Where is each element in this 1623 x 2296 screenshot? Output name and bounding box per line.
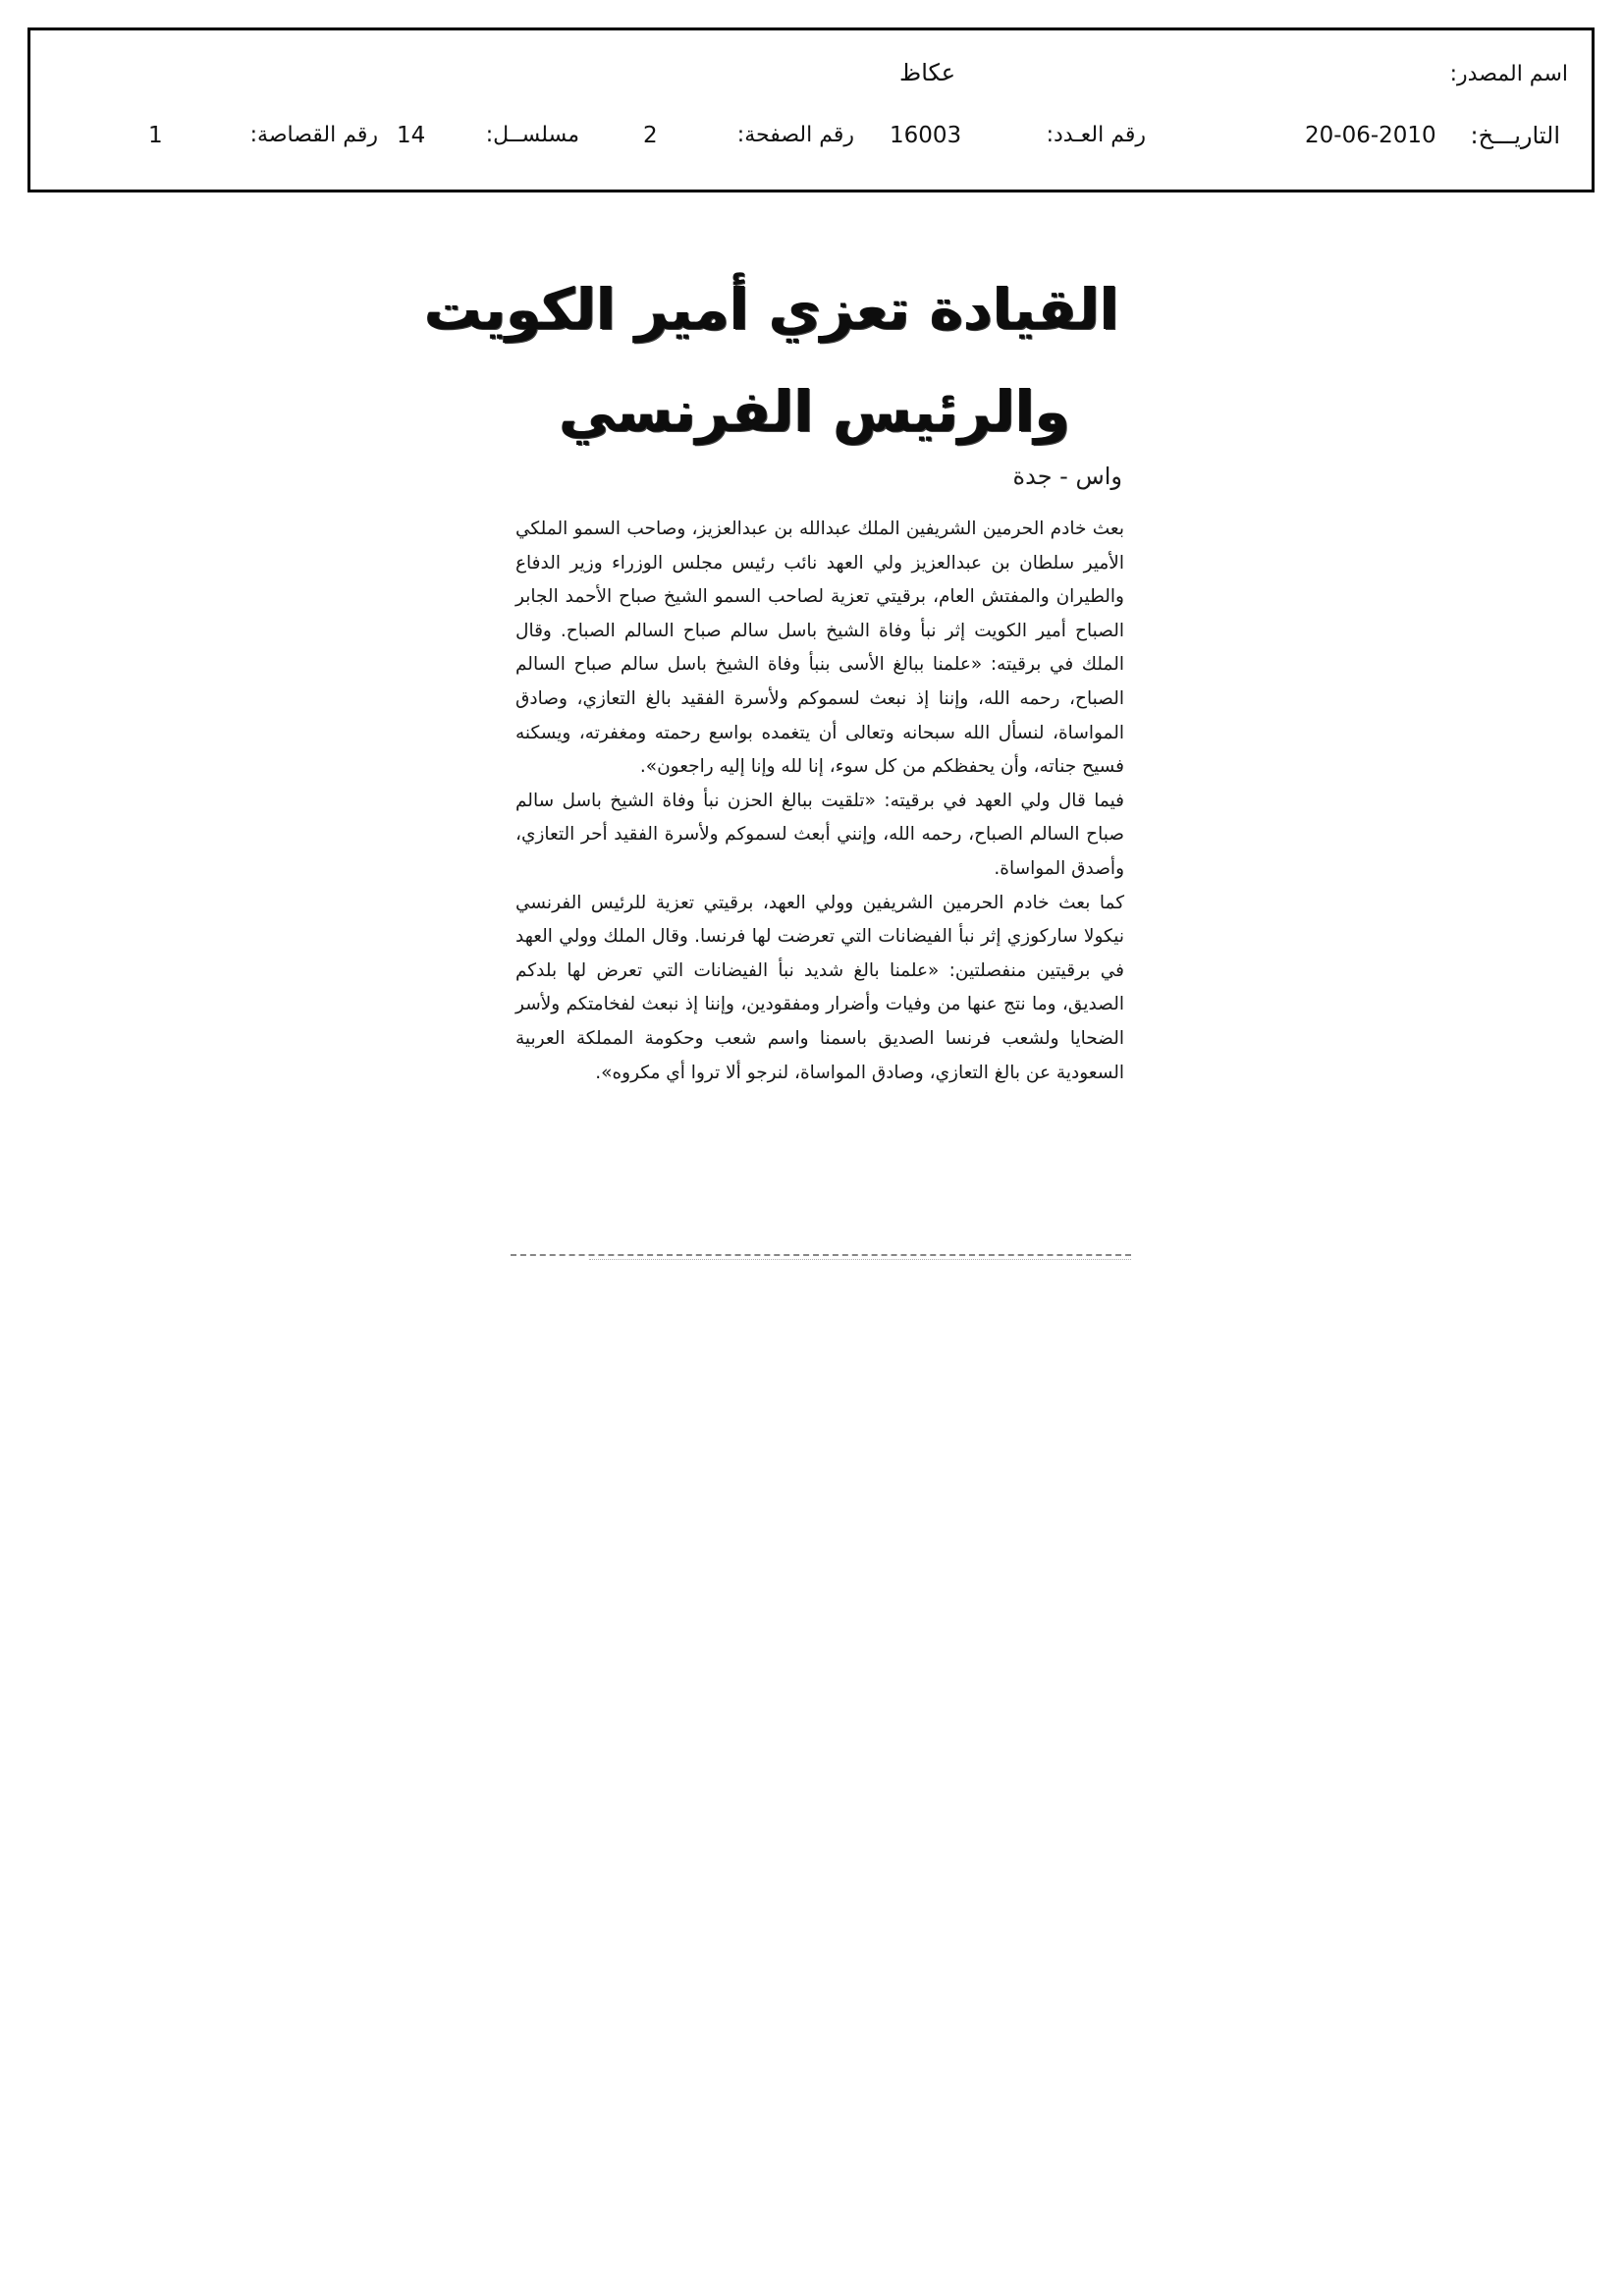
clipping-value: 1 [148, 123, 163, 148]
article-paragraph: بعث خادم الحرمين الشريفين الملك عبدالله بن عبدالعزيز، وصاحب السمو الملكي الأمير سلطان بن عبدالعزيز ولي العهد نائب رئيس مجلس الوزراء وزير الدفاع والطيران والمفتش العام، برقيتي تعزية لصاحب السمو الشيخ صباح الأحمد الجابر الصباح أمير الكويت إثر نبأ وفاة الشيخ باسل سالم صباح السالم الصباح. وقال الملك في برقيته: «علمنا ببالغ الأسى بنبأ وفاة الشيخ باسل سالم صباح السالم الصباح، رحمه الله، وإننا إذ نبعث لسموكم ولأسرة الفقيد بالغ التعازي، وصادق المواساة، لنسأل الله سبحانه وتعالى أن يتغمده بواسع رحمته ومغفرته، ويسكنه فسيح جناته، وأن يحفظكم من كل سوء، إنا لله وإنا إليه راجعون». [515, 519, 1124, 778]
clipping-info-box [27, 27, 1595, 192]
page-value: 2 [643, 123, 658, 148]
source-label: اسم المصدر: [1449, 62, 1568, 86]
article-paragraph: فيما قال ولي العهد في برقيته: «تلقيت ببالغ الحزن نبأ وفاة الشيخ باسل سالم صباح السالم الصباح، رحمه الله، وإنني أبعث لسموكم ولأسرة الفقيد أحر التعازي، وأصدق المواساة. [515, 790, 1124, 879]
page-label: رقم الصفحة: [736, 123, 854, 147]
article-paragraph: كما بعث خادم الحرمين الشريفين وولي العهد، برقيتي تعزية للرئيس الفرنسي نيكولا ساركوزي إثر نبأ الفيضانات التي تعرضت لها فرنسا. وقال الملك وولي العهد في برقيتين منفصلتين: «علمنا بالغ شديد نبأ الفيضانات التي تعرض لها بلدكم الصديق، وما نتج عنها من وفيات وأضرار ومفقودين، وإننا إذ نبعث لفخامتكم ولأسر الضحايا ولشعب فرنسا الصديق باسمنا واسم شعب وحكومة المملكة العربية السعودية عن بالغ التعازي، وصادق المواساة، لنرجو ألا تروا أي مكروه». [515, 892, 1124, 1083]
article-body [515, 513, 1124, 1090]
headline-line-2: والرئيس الفرنسي [559, 378, 1070, 445]
clipping-bottom-edge [511, 1254, 1131, 1256]
serial-value: 14 [397, 123, 426, 148]
byline: واس - جدة [1012, 463, 1122, 490]
date-label: التاريـــخ: [1470, 122, 1560, 149]
source-value: عكاظ [899, 59, 956, 86]
issue-value: 16003 [890, 123, 962, 148]
serial-label: مسلســل: [485, 123, 579, 147]
clipping-bottom-edge-shadow [589, 1259, 1131, 1260]
date-value: 20-06-2010 [1305, 123, 1436, 148]
issue-label: رقم العـدد: [1046, 123, 1146, 147]
clipping-label: رقم القصاصة: [249, 123, 378, 147]
headline-line-1: القيادة تعزي أمير الكويت [424, 276, 1119, 343]
